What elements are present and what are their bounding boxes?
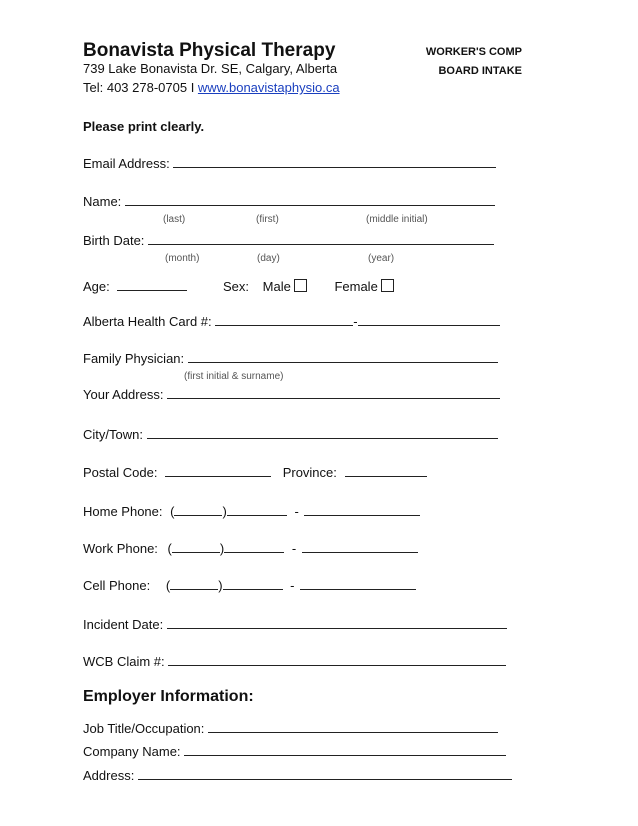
city-field[interactable] <box>147 426 498 439</box>
health-card-separator: - <box>353 314 358 329</box>
birth-date-field[interactable] <box>148 232 494 245</box>
work-phone-paren-close: ) <box>219 541 225 556</box>
birth-sub-day: (day) <box>257 253 280 264</box>
age-sex-row <box>83 278 394 294</box>
employer-address-field[interactable] <box>138 767 512 780</box>
home-phone-prefix-field[interactable] <box>227 503 287 516</box>
wcb-row <box>83 653 506 669</box>
cell-phone-paren-close: ) <box>218 578 223 593</box>
company-field[interactable] <box>184 743 506 756</box>
health-card-label: Alberta Health Card #: <box>83 314 212 329</box>
female-label: Female <box>334 279 378 294</box>
physician-row <box>83 350 498 366</box>
clinic-name: Bonavista Physical Therapy <box>83 40 336 61</box>
health-card-row <box>83 313 500 329</box>
employer-address-row <box>83 767 512 783</box>
email-label: Email Address: <box>83 156 170 171</box>
work-phone-line-field[interactable] <box>302 540 418 553</box>
clinic-contact <box>83 80 340 95</box>
city-row <box>83 426 498 442</box>
postal-row <box>83 464 427 480</box>
address-label: Your Address: <box>83 387 164 402</box>
name-sub-first: (first) <box>256 214 279 225</box>
age-label: Age: <box>83 279 110 294</box>
physician-sub: (first initial & surname) <box>184 371 284 382</box>
wcb-label: WCB Claim #: <box>83 654 165 669</box>
postal-label: Postal Code: <box>83 465 158 480</box>
name-label: Name: <box>83 194 122 209</box>
province-label: Province: <box>282 465 337 480</box>
birth-label: Birth Date: <box>83 233 145 248</box>
name-sub-middle: (middle initial) <box>366 214 428 225</box>
postal-field[interactable] <box>165 464 271 477</box>
birth-row <box>83 232 494 248</box>
job-row <box>83 720 498 736</box>
cell-phone-paren-open: ( <box>165 578 171 593</box>
work-phone-paren-open: ( <box>167 541 172 556</box>
clinic-website-link[interactable]: www.bonavistaphysio.ca <box>197 80 340 95</box>
job-label: Job Title/Occupation: <box>83 721 205 736</box>
home-phone-row <box>83 503 420 519</box>
wcb-claim-field[interactable] <box>168 653 506 666</box>
name-row <box>83 193 495 209</box>
home-phone-label: Home Phone: <box>83 504 163 519</box>
male-checkbox[interactable] <box>294 279 307 292</box>
health-card-field-part1[interactable] <box>215 313 353 326</box>
incident-label: Incident Date: <box>83 617 164 632</box>
employer-heading: Employer Information: <box>83 688 254 705</box>
work-phone-prefix-field[interactable] <box>224 540 284 553</box>
physician-label: Family Physician: <box>83 351 185 366</box>
form-type-line2: BOARD INTAKE <box>438 65 522 77</box>
home-phone-dash: - <box>294 504 299 519</box>
clinic-address: 739 Lake Bonavista Dr. SE, Calgary, Alberta <box>83 61 338 76</box>
work-phone-label: Work Phone: <box>83 541 158 556</box>
cell-phone-prefix-field[interactable] <box>223 577 283 590</box>
employer-address-label: Address: <box>83 768 135 783</box>
work-phone-row <box>83 540 418 556</box>
company-label: Company Name: <box>83 744 181 759</box>
work-phone-area-field[interactable] <box>172 540 220 553</box>
birth-sub-year: (year) <box>368 253 395 264</box>
city-label: City/Town: <box>83 427 143 442</box>
address-row <box>83 386 500 402</box>
name-sub-last: (last) <box>163 214 186 225</box>
cell-phone-area-field[interactable] <box>170 577 218 590</box>
home-phone-line-field[interactable] <box>304 503 420 516</box>
instructions: Please print clearly. <box>83 119 205 134</box>
clinic-phone: Tel: 403 278-0705 I <box>83 80 198 95</box>
form-type-line1: WORKER'S COMP <box>425 46 522 58</box>
male-label: Male <box>262 279 291 294</box>
incident-date-field[interactable] <box>167 616 507 629</box>
address-field[interactable] <box>167 386 500 399</box>
cell-phone-label: Cell Phone: <box>83 578 151 593</box>
home-phone-paren-close: ) <box>222 504 227 519</box>
age-field[interactable] <box>117 278 187 291</box>
job-field[interactable] <box>208 720 498 733</box>
cell-phone-dash: - <box>290 578 295 593</box>
incident-row <box>83 616 507 632</box>
work-phone-dash: - <box>291 541 297 556</box>
home-phone-paren-open: ( <box>170 504 175 519</box>
sex-label: Sex: <box>223 279 250 294</box>
email-field[interactable] <box>173 155 496 168</box>
home-phone-area-field[interactable] <box>174 503 222 516</box>
cell-phone-line-field[interactable] <box>300 577 416 590</box>
name-field[interactable] <box>125 193 495 206</box>
female-checkbox[interactable] <box>381 279 394 292</box>
cell-phone-row <box>83 577 416 593</box>
physician-field[interactable] <box>188 350 498 363</box>
province-field[interactable] <box>345 464 427 477</box>
birth-sub-month: (month) <box>165 253 200 264</box>
email-row <box>83 155 496 171</box>
health-card-field-part2[interactable] <box>358 313 500 326</box>
company-row <box>83 743 506 759</box>
